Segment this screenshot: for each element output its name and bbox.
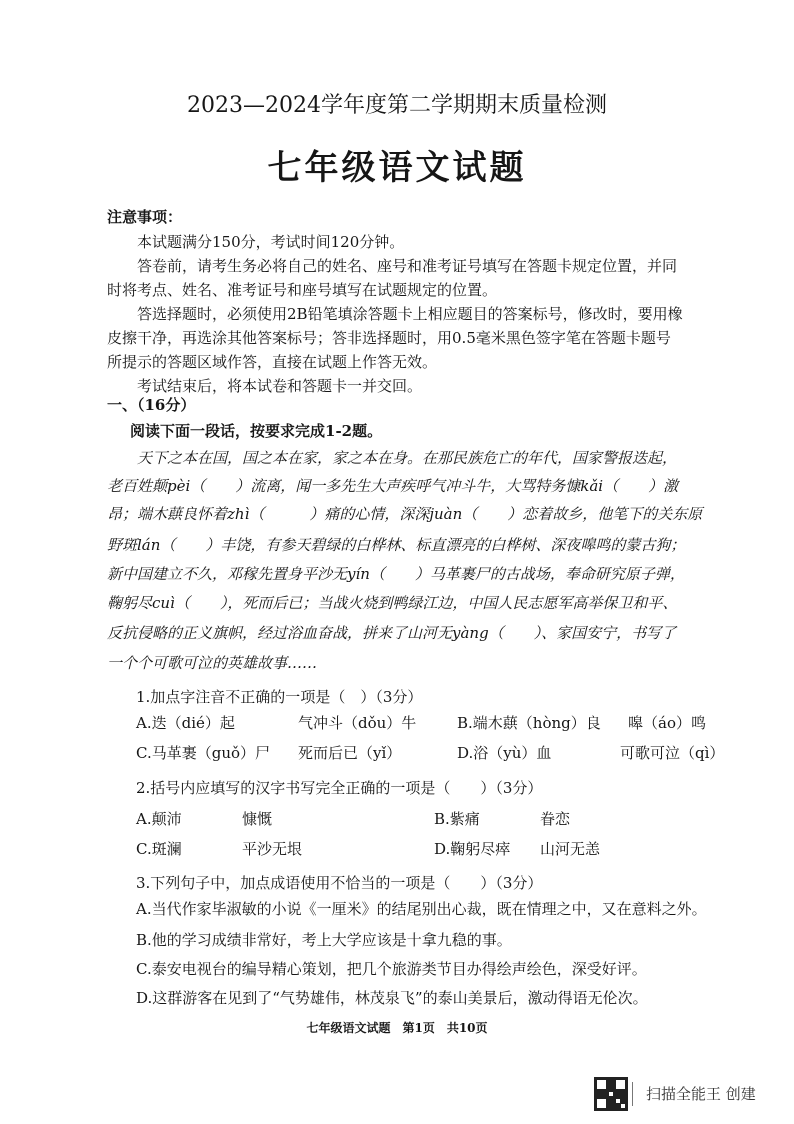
- question-option: C.斑澜: [136, 840, 182, 858]
- question-option: D.这群游客在见到了“气势雄伟，林茂泉飞”的泰山美景后，激动得语无伦次。: [136, 989, 648, 1007]
- notice-line: 所提示的答题区域作答，直接在试题上作答无效。: [107, 353, 438, 371]
- passage-line: 新中国建立不久，邓稼先置身平沙无yín（ ）马革裹尸的古战场，奉命研究原子弹，: [107, 565, 685, 583]
- question-option: A.颠沛: [136, 810, 182, 828]
- question-option: A.当代作家毕淑敏的小说《一厘米》的结尾别出心裁，既在情理之中，又在意料之外。: [136, 900, 707, 918]
- question-option: 山河无恙: [540, 840, 601, 858]
- question-option: B.紫痛: [434, 810, 480, 828]
- section-heading: 一、（16分）: [107, 396, 196, 414]
- question-option: B.他的学习成绩非常好，考上大学应该是十拿九稳的事。: [136, 931, 512, 949]
- notice-line: 本试题满分150分，考试时间120分钟。: [107, 233, 405, 251]
- notice-line: 皮擦干净，再选涂其他答案标号；答非选择题时，用0.5毫米黑色签字笔在答题卡题号: [107, 329, 671, 347]
- question-option: D.浴（yù）血: [457, 744, 552, 762]
- question-option: 嗥（áo）鸣: [628, 714, 706, 732]
- question-option: 死而后已（yǐ）: [298, 744, 402, 762]
- scanner-watermark: 扫描全能王 创建: [646, 1085, 756, 1103]
- passage-line: 老百姓颠pèi（ ）流离，闻一多先生大声疾呼气冲斗牛，大骂特务慷kǎi（ ）激: [107, 477, 679, 495]
- question-option: 眷恋: [540, 810, 571, 828]
- question-option: C.马革裹（guǒ）尸: [136, 744, 271, 762]
- question-stem: 2.括号内应填写的汉字书写完全正确的一项是（ ）（3分）: [136, 779, 543, 797]
- question-stem: 1.加点字注音不正确的一项是（ ）（3分）: [136, 688, 423, 706]
- qr-divider: [632, 1082, 641, 1106]
- question-option: A.迭（dié）起: [136, 714, 235, 732]
- passage-line: 反抗侵略的正义旗帜，经过浴血奋战，拼来了山河无yàng（ ）、家国安宁，书写了: [107, 624, 677, 642]
- question-option: D.鞠躬尽瘁: [434, 840, 511, 858]
- passage-line: 昂；端木蕻良怀着zhì（ ）痛的心情，深深juàn（ ）恋着故乡，他笔下的关东原: [107, 505, 703, 523]
- passage-line: 天下之本在国，国之本在家，家之本在身。在那民族危亡的年代，国家警报迭起，: [107, 449, 678, 467]
- exam-title: 2023—2024学年度第二学期期末质量检测: [187, 93, 607, 118]
- notice-line: 答选择题时，必须使用2B铅笔填涂答题卡上相应题目的答案标号，修改时，要用橡: [107, 305, 683, 323]
- notice-line: 时将考点、姓名、准考证号和座号填写在试题规定的位置。: [107, 281, 498, 299]
- question-option: 慷慨: [242, 810, 273, 828]
- question-option: 可歌可泣（qì）: [620, 744, 725, 762]
- reading-instruction: 阅读下面一段话，按要求完成1-2题。: [130, 422, 383, 440]
- notice-heading: 注意事项：: [107, 208, 183, 226]
- page-footer: 七年级语文试题 第1页 共10页: [306, 1021, 488, 1035]
- subject-title: 七年级语文试题: [267, 148, 527, 188]
- question-stem: 3.下列句子中，加点成语使用不恰当的一项是（ ）（3分）: [136, 874, 543, 892]
- question-option: C.泰安电视台的编导精心策划，把几个旅游类节目办得绘声绘色，深受好评。: [136, 960, 647, 978]
- passage-line: 鞠躬尽cuì（ ），死而后已；当战火烧到鸭绿江边，中国人民志愿军高举保卫和平、: [107, 594, 678, 612]
- question-option: 气冲斗（dǒu）牛: [298, 714, 417, 732]
- notice-line: 考试结束后，将本试卷和答题卡一并交回。: [107, 377, 423, 395]
- qr-code-icon: [594, 1077, 628, 1111]
- question-option: B.端木蕻（hòng）良: [457, 714, 601, 732]
- passage-line: 一个个可歌可泣的英雄故事……: [107, 654, 318, 672]
- passage-line: 野斑lán（ ）丰饶，有参天碧绿的白桦林、标直漂亮的白桦树、深夜嗥鸣的蒙古狗；: [107, 536, 686, 554]
- question-option: 平沙无垠: [242, 840, 303, 858]
- notice-line: 答卷前，请考生务必将自己的姓名、座号和准考证号填写在答题卡规定位置，并同: [107, 257, 678, 275]
